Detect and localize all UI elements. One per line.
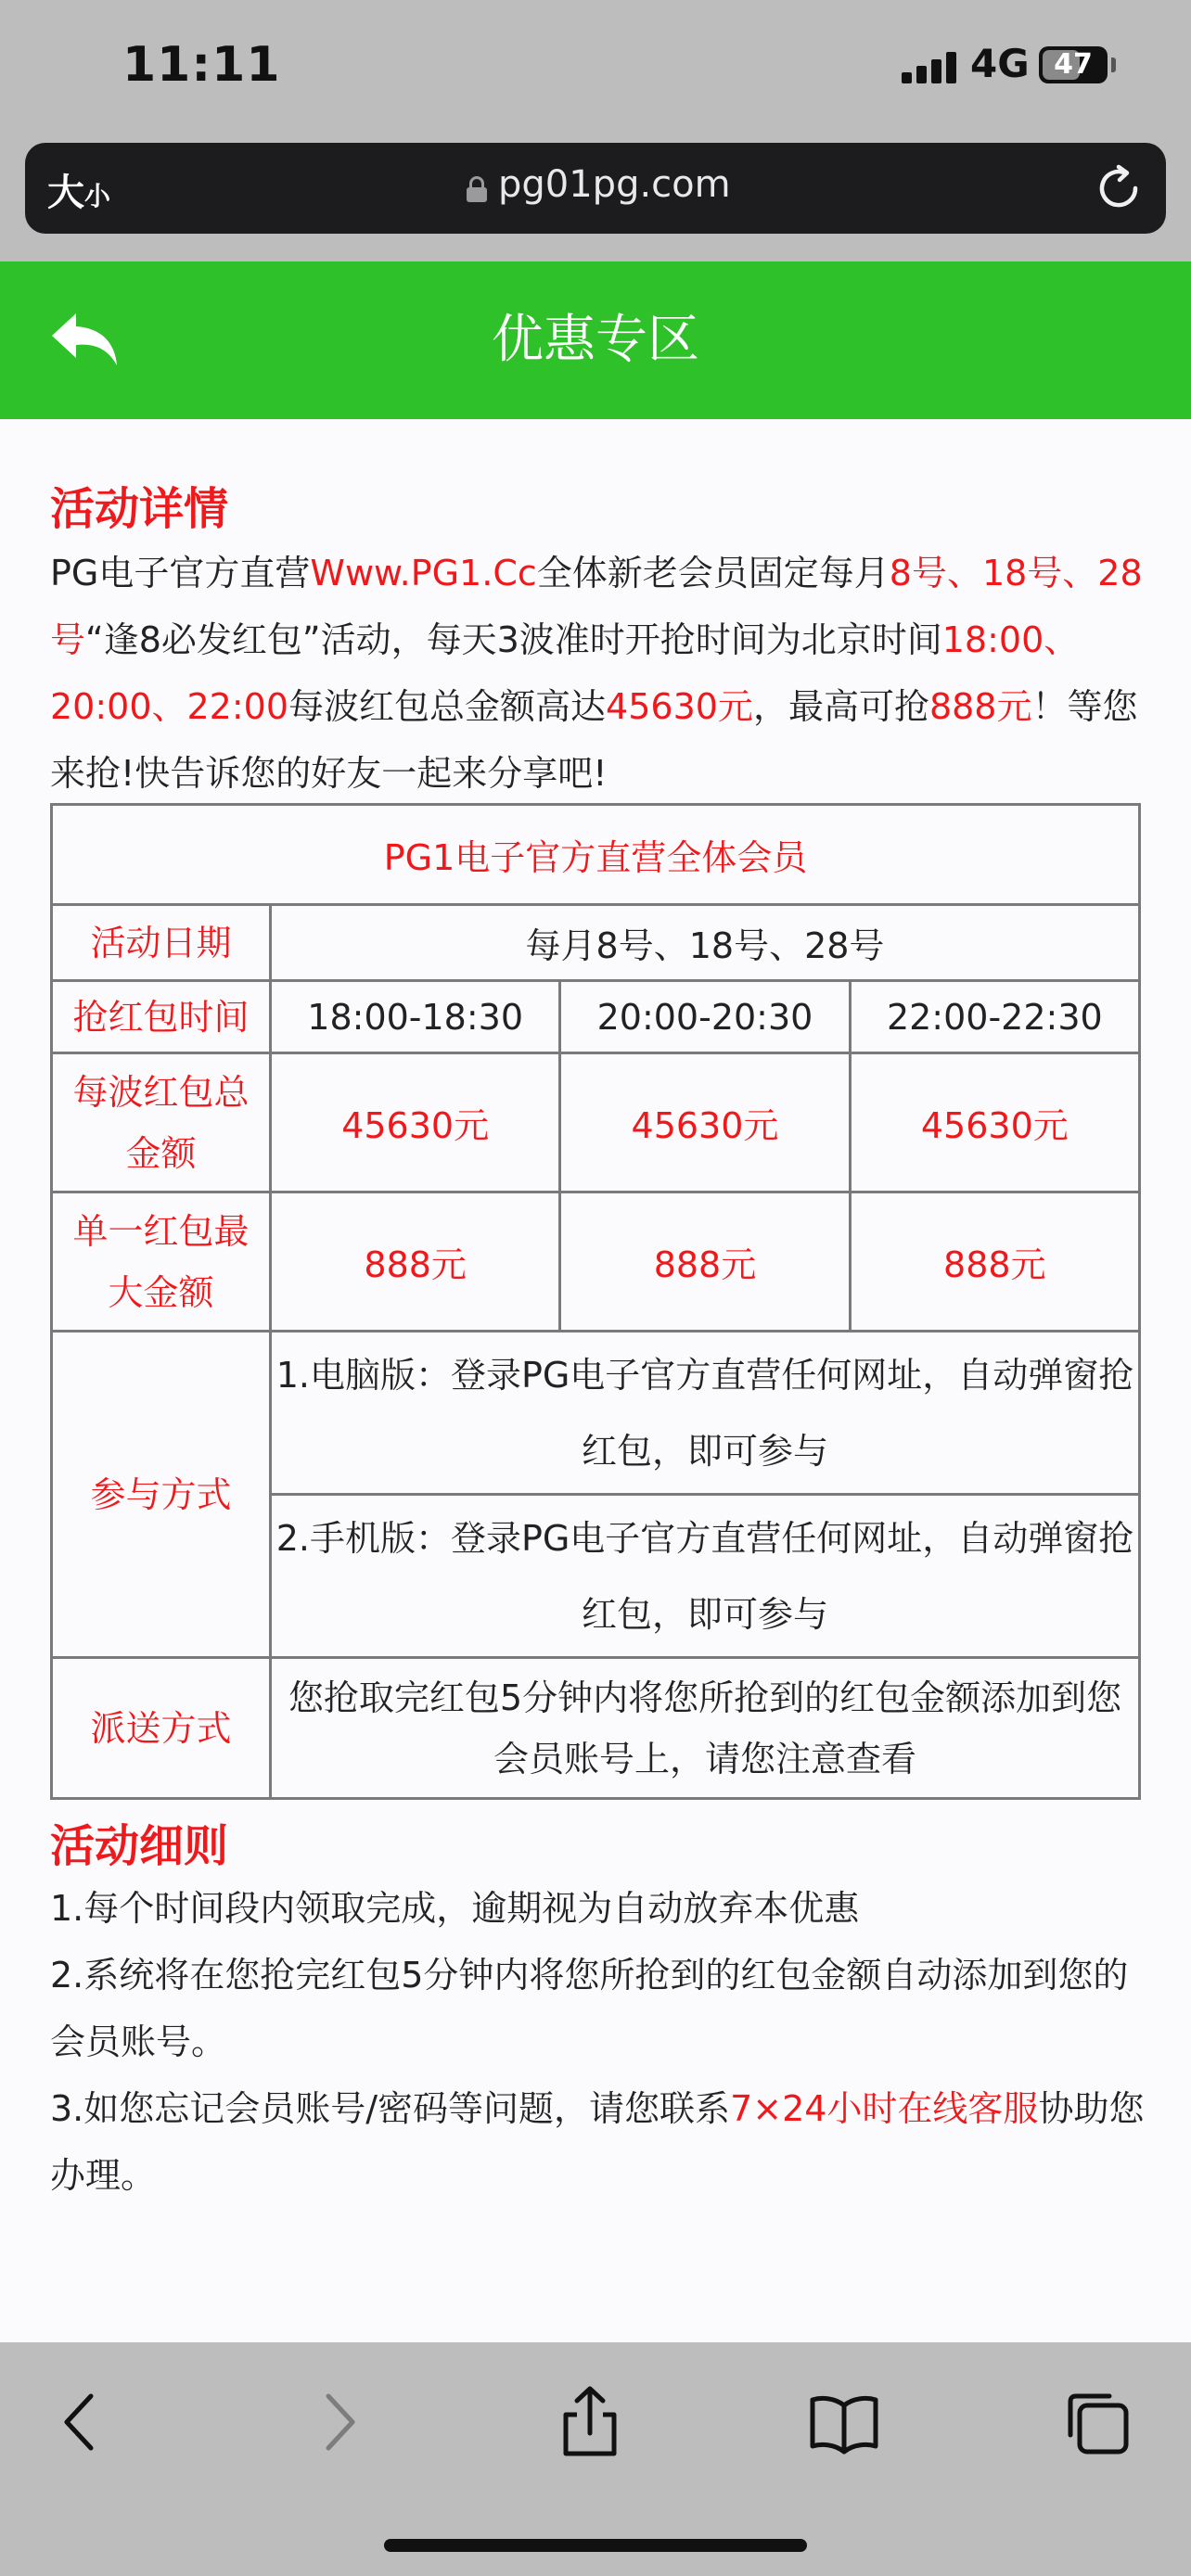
status-bar — [0, 0, 1191, 130]
method-pc: 1.电脑版：登录PG电子官方直营任何网址，自动弹窗抢红包，即可参与 — [271, 1332, 1140, 1495]
max-label: 单一红包最大金额 — [52, 1192, 271, 1332]
activity-description — [50, 540, 1145, 807]
method-label: 参与方式 — [52, 1332, 271, 1658]
text-size-button[interactable] — [47, 163, 110, 216]
time-slot: 22:00-22:30 — [850, 981, 1139, 1053]
time-slot: 18:00-18:30 — [271, 981, 560, 1053]
desc-text: ！等您来抢!快告诉您的好友一起来分享吧! — [50, 686, 1138, 794]
desc-max: 888元 — [928, 686, 1032, 727]
text-size-big: 大 — [47, 172, 84, 214]
method-mobile: 2.手机版：登录PG电子官方直营任何网址，自动弹窗抢红包，即可参与 — [271, 1495, 1140, 1658]
time-slot: 20:00-20:30 — [560, 981, 850, 1053]
tabs-icon[interactable] — [1059, 2385, 1133, 2459]
total-label: 每波红包总金额 — [52, 1053, 271, 1192]
share-icon[interactable] — [553, 2385, 627, 2459]
battery-level: 47 — [1054, 48, 1093, 81]
text-size-small: 小 — [84, 181, 111, 211]
rule-text: 3.如您忘记会员账号/密码等问题，请您联系 — [50, 2088, 731, 2129]
max-amount: 888元 — [850, 1192, 1139, 1332]
date-value: 每月8号、18号、28号 — [271, 905, 1140, 981]
reload-icon[interactable] — [1092, 161, 1146, 215]
send-value: 您抢取完红包5分钟内将您所抢到的红包金额添加到您会员账号上，请您注意查看 — [271, 1658, 1140, 1799]
send-label: 派送方式 — [52, 1658, 271, 1799]
home-indicator — [384, 2539, 807, 2552]
total-amount: 45630元 — [560, 1053, 850, 1192]
rule-item: 2.系统将在您抢完红包5分钟内将您所抢到的红包金额自动添加到您的会员账号。 — [50, 1955, 1129, 2062]
back-arrow-icon[interactable] — [48, 308, 122, 373]
desc-text: “逢8必发红包”活动，每天3波准时开抢时间为北京时间 — [85, 619, 942, 660]
battery-icon — [1039, 46, 1108, 83]
desc-dates: 8号、18号、28号 — [50, 553, 1143, 660]
signal-icon — [902, 52, 959, 83]
status-time: 11:11 — [122, 37, 281, 93]
total-amount: 45630元 — [271, 1053, 560, 1192]
rules-list — [50, 1875, 1145, 2209]
desc-text: ，最高可抢 — [752, 686, 929, 727]
address-bar[interactable] — [25, 143, 1166, 234]
total-amount: 45630元 — [850, 1053, 1139, 1192]
promo-table — [50, 803, 1141, 1800]
promo-content — [0, 419, 1191, 2342]
battery-tip — [1111, 57, 1116, 72]
desc-text: PG电子官方直营 — [50, 553, 311, 593]
activity-title: 活动详情 — [50, 483, 229, 535]
date-label: 活动日期 — [52, 905, 271, 981]
book-icon[interactable] — [807, 2385, 881, 2459]
max-amount: 888元 — [271, 1192, 560, 1332]
time-label: 抢红包时间 — [52, 981, 271, 1053]
chevron-right-icon[interactable] — [302, 2385, 377, 2459]
desc-total: 45630元 — [606, 686, 753, 727]
chevron-left-icon[interactable] — [43, 2385, 117, 2459]
rule-item — [50, 2075, 1145, 2209]
desc-times: 18:00、20:00、22:00 — [50, 619, 1080, 727]
table-heading: PG1电子官方直营全体会员 — [52, 805, 1140, 905]
desc-site-link[interactable]: Www.PG1.Cc — [310, 553, 537, 593]
customer-service-link[interactable]: 7×24小时在线客服 — [730, 2088, 1039, 2129]
rule-item: 1.每个时间段内领取完成，逾期视为自动放弃本优惠 — [50, 1888, 860, 1929]
desc-text: 全体新老会员固定每月 — [536, 553, 890, 593]
rule-text: 协助您办理。 — [50, 2088, 1145, 2196]
page-title: 优惠专区 — [492, 310, 699, 370]
desc-text: 每波红包总金额高达 — [288, 686, 607, 727]
network-type: 4G — [970, 41, 1030, 86]
lock-icon — [467, 176, 487, 202]
max-amount: 888元 — [560, 1192, 850, 1332]
url-text[interactable]: pg01pg.com — [498, 163, 731, 206]
page-header — [0, 261, 1191, 419]
rules-title: 活动细则 — [50, 1820, 229, 1872]
